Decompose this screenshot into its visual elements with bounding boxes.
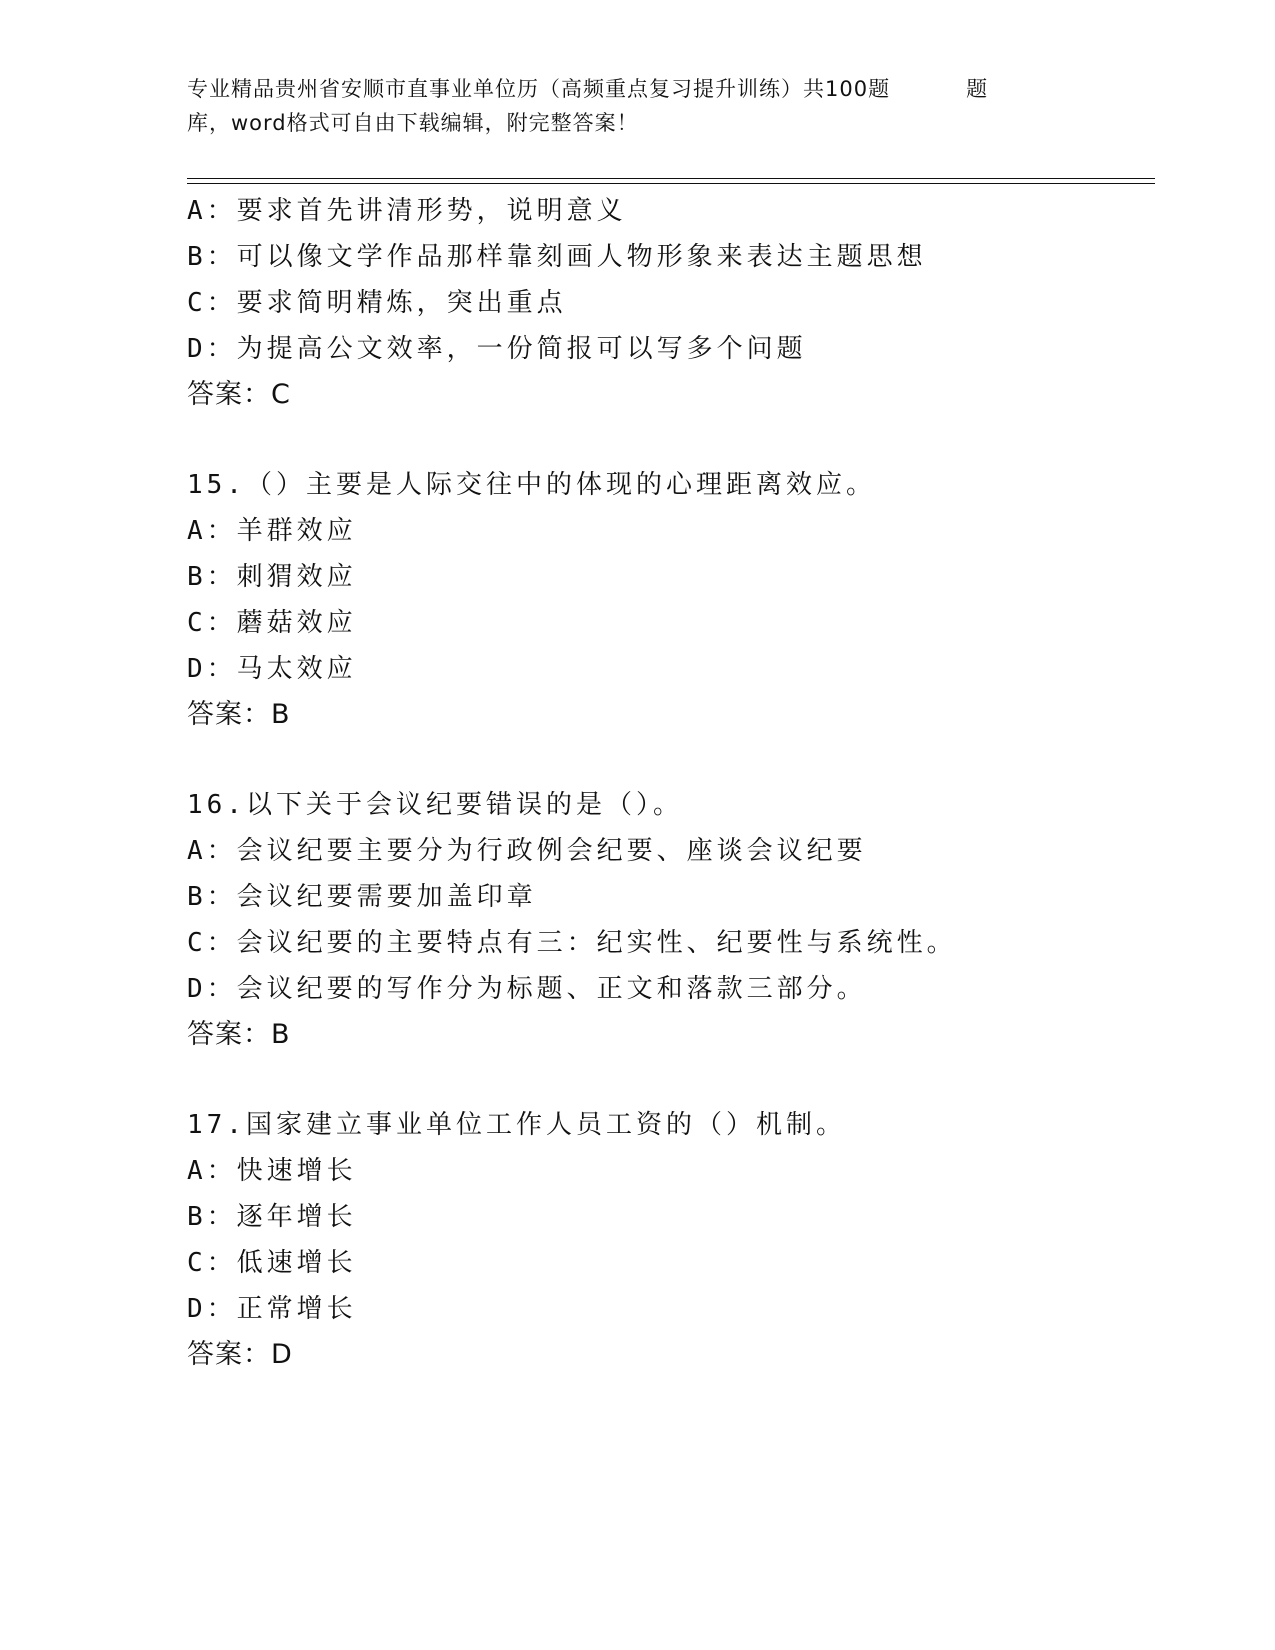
header-title-tail: 题 [966, 77, 989, 101]
answer-line [187, 1012, 1155, 1058]
answer-line [187, 692, 1155, 738]
option-c: C：蘑菇效应 [187, 608, 357, 638]
option-a: A：羊群效应 [187, 516, 357, 546]
answer-label: 答案： [187, 699, 271, 730]
question-list [187, 188, 1155, 1378]
option-b: B：刺猬效应 [187, 562, 357, 592]
header-line-2: 库，word格式可自由下载编辑，附完整答案！ [187, 111, 639, 135]
answer-value: B [271, 1019, 291, 1050]
answer-value: B [271, 699, 291, 730]
document-header [187, 72, 1087, 140]
answer-value: D [271, 1339, 293, 1370]
question-text: 16.以下关于会议纪要错误的是（）。 [187, 790, 683, 820]
option-d: D：会议纪要的写作分为标题、正文和落款三部分。 [187, 974, 867, 1004]
answer-label: 答案： [187, 379, 271, 410]
question-text: 15.（）主要是人际交往中的体现的心理距离效应。 [187, 470, 876, 500]
header-rule-top [187, 178, 1155, 179]
option-c: C：低速增长 [187, 1248, 357, 1278]
question-block-16 [187, 782, 1155, 1058]
question-block-15 [187, 462, 1155, 738]
answer-label: 答案： [187, 1019, 271, 1050]
answer-label: 答案： [187, 1339, 271, 1370]
answer-line [187, 1332, 1155, 1378]
option-a: A：会议纪要主要分为行政例会纪要、座谈会议纪要 [187, 836, 867, 866]
answer-line [187, 372, 1155, 418]
question-text: 17.国家建立事业单位工作人员工资的（）机制。 [187, 1110, 846, 1140]
question-block-17 [187, 1102, 1155, 1378]
header-line-1 [187, 72, 1087, 106]
option-a: A：快速增长 [187, 1156, 357, 1186]
option-c: C：要求简明精炼，突出重点 [187, 288, 567, 318]
option-d: D：正常增长 [187, 1294, 357, 1324]
option-b: B：逐年增长 [187, 1202, 357, 1232]
option-d: D：马太效应 [187, 654, 357, 684]
option-b: B：可以像文学作品那样靠刻画人物形象来表达主题思想 [187, 242, 927, 272]
header-title-part1: 专业精品贵州省安顺市直事业单位历（高频重点复习提升训练）共100题 [187, 77, 891, 101]
option-a: A：要求首先讲清形势，说明意义 [187, 196, 627, 226]
answer-value: C [271, 379, 291, 410]
header-rule-bottom [187, 183, 1155, 184]
question-block-14 [187, 188, 1155, 418]
option-d: D：为提高公文效率，一份简报可以写多个问题 [187, 334, 807, 364]
option-c: C：会议纪要的主要特点有三：纪实性、纪要性与系统性。 [187, 928, 957, 958]
option-b: B：会议纪要需要加盖印章 [187, 882, 537, 912]
